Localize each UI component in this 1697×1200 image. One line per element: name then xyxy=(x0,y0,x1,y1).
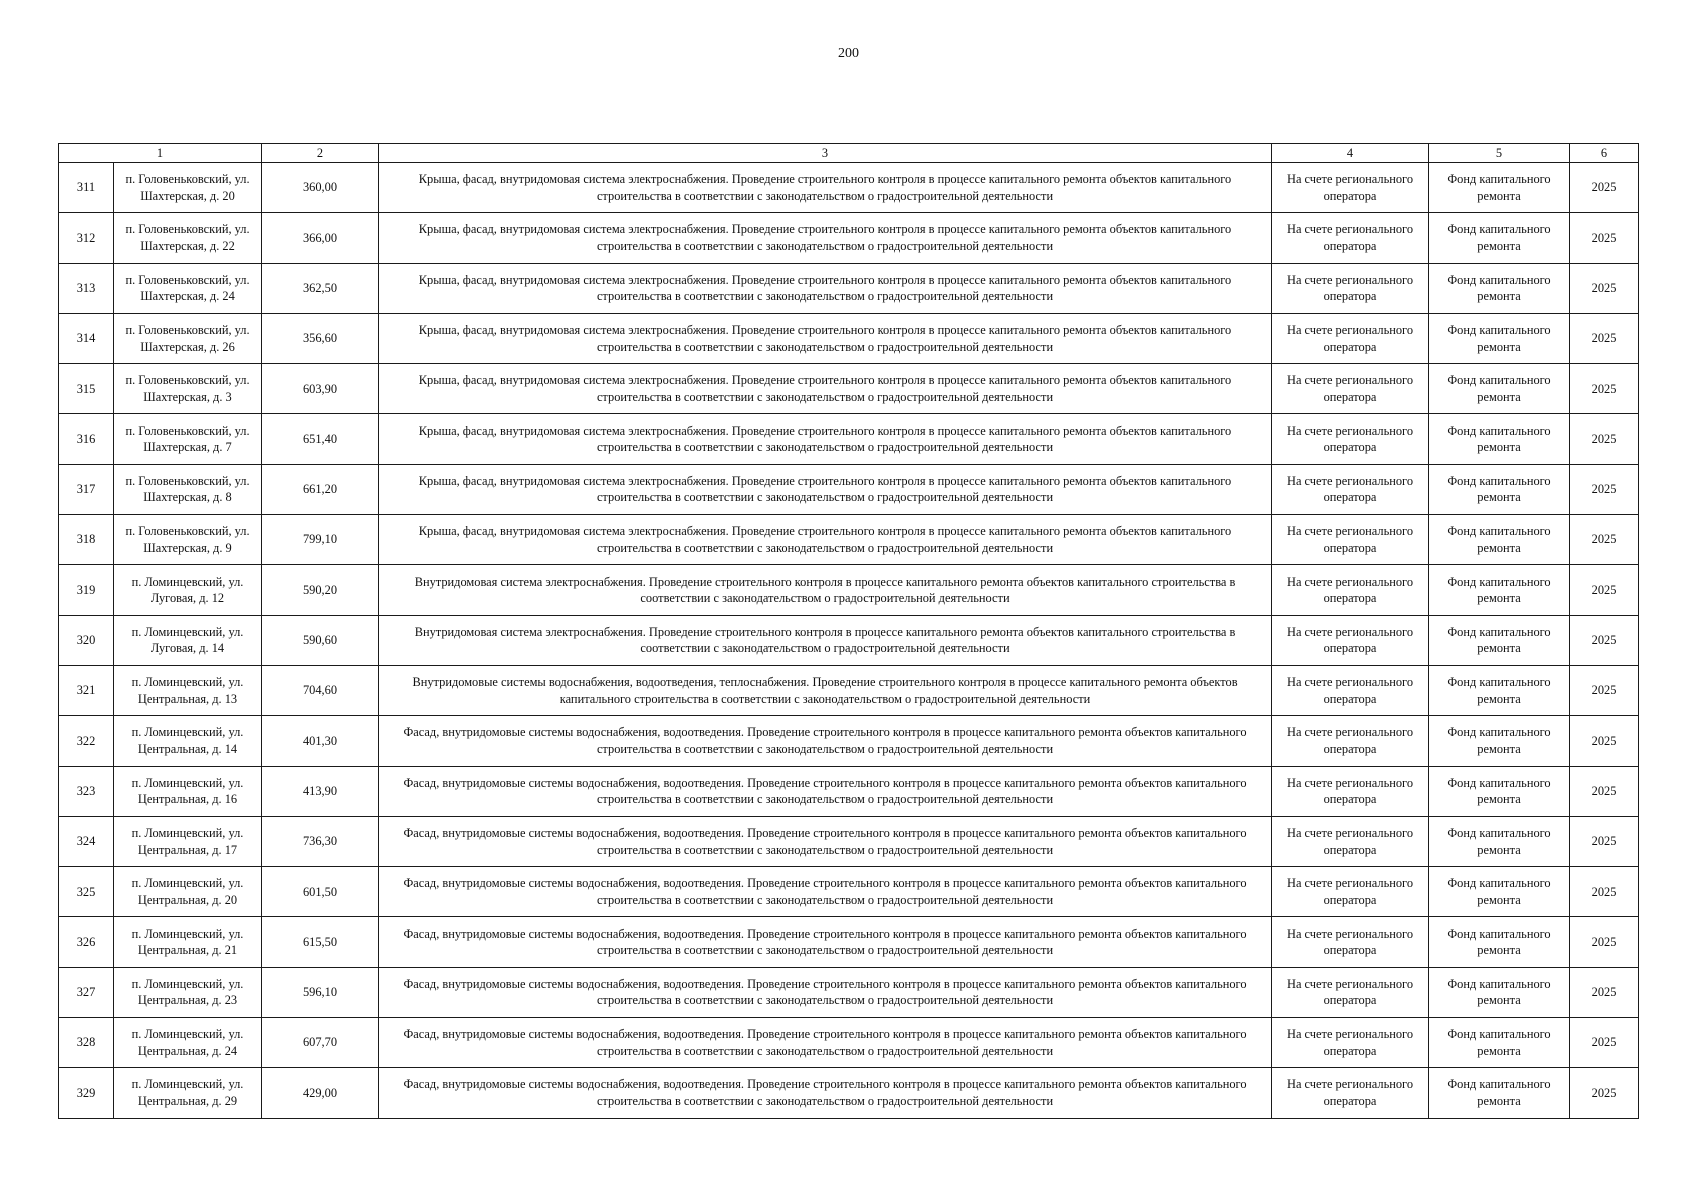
row-account: На счете регионального оператора xyxy=(1272,917,1429,967)
row-address: п. Ломинцевский, ул. Луговая, д. 14 xyxy=(114,615,262,665)
row-area: 704,60 xyxy=(262,665,379,715)
table-row xyxy=(59,1018,1639,1068)
row-number: 314 xyxy=(59,313,114,363)
row-area: 429,00 xyxy=(262,1068,379,1118)
row-source: Фонд капитального ремонта xyxy=(1429,515,1570,565)
table-row xyxy=(59,816,1639,866)
table-row xyxy=(59,867,1639,917)
row-works: Крыша, фасад, внутридомовая система электроснабжения. Проведение строительного контроля в процессе капитального ремонта объектов капитального строительства в соответствии с законодательством о градостроительной деятельности xyxy=(379,364,1272,414)
row-address: п. Головеньковский, ул. Шахтерская, д. 3 xyxy=(114,364,262,414)
table-row xyxy=(59,263,1639,313)
row-account: На счете регионального оператора xyxy=(1272,816,1429,866)
row-area: 615,50 xyxy=(262,917,379,967)
row-number: 328 xyxy=(59,1018,114,1068)
table-row xyxy=(59,716,1639,766)
row-account: На счете регионального оператора xyxy=(1272,464,1429,514)
row-year: 2025 xyxy=(1570,364,1639,414)
row-works: Фасад, внутридомовые системы водоснабжения, водоотведения. Проведение строительного контроля в процессе капитального ремонта объектов капитального строительства в соответствии с законодательством о градостроительной деятельности xyxy=(379,917,1272,967)
row-works: Крыша, фасад, внутридомовая система электроснабжения. Проведение строительного контроля в процессе капитального ремонта объектов капитального строительства в соответствии с законодательством о градостроительной деятельности xyxy=(379,163,1272,213)
row-source: Фонд капитального ремонта xyxy=(1429,163,1570,213)
row-year: 2025 xyxy=(1570,213,1639,263)
row-number: 325 xyxy=(59,867,114,917)
row-source: Фонд капитального ремонта xyxy=(1429,414,1570,464)
row-year: 2025 xyxy=(1570,313,1639,363)
row-year: 2025 xyxy=(1570,867,1639,917)
row-year: 2025 xyxy=(1570,615,1639,665)
row-source: Фонд капитального ремонта xyxy=(1429,263,1570,313)
row-address: п. Ломинцевский, ул. Центральная, д. 29 xyxy=(114,1068,262,1118)
row-account: На счете регионального оператора xyxy=(1272,313,1429,363)
row-number: 312 xyxy=(59,213,114,263)
row-account: На счете регионального оператора xyxy=(1272,1068,1429,1118)
table-row xyxy=(59,464,1639,514)
row-year: 2025 xyxy=(1570,766,1639,816)
row-account: На счете регионального оператора xyxy=(1272,967,1429,1017)
row-address: п. Ломинцевский, ул. Центральная, д. 20 xyxy=(114,867,262,917)
row-source: Фонд капитального ремонта xyxy=(1429,615,1570,665)
row-address: п. Ломинцевский, ул. Центральная, д. 14 xyxy=(114,716,262,766)
row-area: 603,90 xyxy=(262,364,379,414)
row-source: Фонд капитального ремонта xyxy=(1429,967,1570,1017)
column-number-row xyxy=(59,144,1639,163)
row-address: п. Головеньковский, ул. Шахтерская, д. 20 xyxy=(114,163,262,213)
row-works: Крыша, фасад, внутридомовая система электроснабжения. Проведение строительного контроля в процессе капитального ремонта объектов капитального строительства в соответствии с законодательством о градостроительной деятельности xyxy=(379,263,1272,313)
row-number: 317 xyxy=(59,464,114,514)
table-row xyxy=(59,565,1639,615)
row-number: 318 xyxy=(59,515,114,565)
row-address: п. Головеньковский, ул. Шахтерская, д. 7 xyxy=(114,414,262,464)
row-year: 2025 xyxy=(1570,263,1639,313)
capital-repair-table xyxy=(58,143,1639,1119)
row-area: 590,20 xyxy=(262,565,379,615)
row-number: 321 xyxy=(59,665,114,715)
row-area: 799,10 xyxy=(262,515,379,565)
row-account: На счете регионального оператора xyxy=(1272,213,1429,263)
row-year: 2025 xyxy=(1570,1068,1639,1118)
row-area: 661,20 xyxy=(262,464,379,514)
table-row xyxy=(59,213,1639,263)
row-account: На счете регионального оператора xyxy=(1272,263,1429,313)
row-account: На счете регионального оператора xyxy=(1272,414,1429,464)
row-source: Фонд капитального ремонта xyxy=(1429,716,1570,766)
table-row xyxy=(59,1068,1639,1118)
row-source: Фонд капитального ремонта xyxy=(1429,665,1570,715)
row-year: 2025 xyxy=(1570,816,1639,866)
row-area: 651,40 xyxy=(262,414,379,464)
row-address: п. Головеньковский, ул. Шахтерская, д. 8 xyxy=(114,464,262,514)
table-row xyxy=(59,163,1639,213)
row-account: На счете регионального оператора xyxy=(1272,665,1429,715)
row-address: п. Ломинцевский, ул. Центральная, д. 21 xyxy=(114,917,262,967)
row-works: Фасад, внутридомовые системы водоснабжения, водоотведения. Проведение строительного контроля в процессе капитального ремонта объектов капитального строительства в соответствии с законодательством о градостроительной деятельности xyxy=(379,1018,1272,1068)
row-address: п. Головеньковский, ул. Шахтерская, д. 9 xyxy=(114,515,262,565)
row-area: 596,10 xyxy=(262,967,379,1017)
table-row xyxy=(59,615,1639,665)
row-works: Крыша, фасад, внутридомовая система электроснабжения. Проведение строительного контроля в процессе капитального ремонта объектов капитального строительства в соответствии с законодательством о градостроительной деятельности xyxy=(379,464,1272,514)
row-number: 327 xyxy=(59,967,114,1017)
table-row xyxy=(59,515,1639,565)
table-row xyxy=(59,766,1639,816)
row-area: 590,60 xyxy=(262,615,379,665)
table-row xyxy=(59,917,1639,967)
row-works: Внутридомовая система электроснабжения. Проведение строительного контроля в процессе капитального ремонта объектов капитального строительства в соответствии с законодательством о градостроительной деятельности xyxy=(379,615,1272,665)
table-row xyxy=(59,967,1639,1017)
row-number: 329 xyxy=(59,1068,114,1118)
row-works: Фасад, внутридомовые системы водоснабжения, водоотведения. Проведение строительного контроля в процессе капитального ремонта объектов капитального строительства в соответствии с законодательством о градостроительной деятельности xyxy=(379,816,1272,866)
row-number: 323 xyxy=(59,766,114,816)
row-year: 2025 xyxy=(1570,1018,1639,1068)
row-area: 362,50 xyxy=(262,263,379,313)
row-works: Фасад, внутридомовые системы водоснабжения, водоотведения. Проведение строительного контроля в процессе капитального ремонта объектов капитального строительства в соответствии с законодательством о градостроительной деятельности xyxy=(379,967,1272,1017)
row-year: 2025 xyxy=(1570,565,1639,615)
table-header xyxy=(59,144,1639,163)
row-account: На счете регионального оператора xyxy=(1272,1018,1429,1068)
row-address: п. Головеньковский, ул. Шахтерская, д. 26 xyxy=(114,313,262,363)
row-address: п. Ломинцевский, ул. Центральная, д. 24 xyxy=(114,1018,262,1068)
row-year: 2025 xyxy=(1570,515,1639,565)
row-number: 313 xyxy=(59,263,114,313)
row-area: 607,70 xyxy=(262,1018,379,1068)
column-header-1: 1 xyxy=(59,144,262,163)
row-number: 316 xyxy=(59,414,114,464)
row-year: 2025 xyxy=(1570,665,1639,715)
row-works: Крыша, фасад, внутридомовая система электроснабжения. Проведение строительного контроля в процессе капитального ремонта объектов капитального строительства в соответствии с законодательством о градостроительной деятельности xyxy=(379,515,1272,565)
row-works: Крыша, фасад, внутридомовая система электроснабжения. Проведение строительного контроля в процессе капитального ремонта объектов капитального строительства в соответствии с законодательством о градостроительной деятельности xyxy=(379,414,1272,464)
row-source: Фонд капитального ремонта xyxy=(1429,867,1570,917)
row-area: 366,00 xyxy=(262,213,379,263)
row-address: п. Ломинцевский, ул. Центральная, д. 17 xyxy=(114,816,262,866)
row-works: Внутридомовая система электроснабжения. Проведение строительного контроля в процессе капитального ремонта объектов капитального строительства в соответствии с законодательством о градостроительной деятельности xyxy=(379,565,1272,615)
table-body xyxy=(59,163,1639,1119)
column-header-2: 2 xyxy=(262,144,379,163)
row-number: 311 xyxy=(59,163,114,213)
row-works: Фасад, внутридомовые системы водоснабжения, водоотведения. Проведение строительного контроля в процессе капитального ремонта объектов капитального строительства в соответствии с законодательством о градостроительной деятельности xyxy=(379,867,1272,917)
row-area: 736,30 xyxy=(262,816,379,866)
row-source: Фонд капитального ремонта xyxy=(1429,816,1570,866)
row-year: 2025 xyxy=(1570,716,1639,766)
row-address: п. Ломинцевский, ул. Центральная, д. 13 xyxy=(114,665,262,715)
row-number: 326 xyxy=(59,917,114,967)
table-row xyxy=(59,665,1639,715)
row-works: Фасад, внутридомовые системы водоснабжения, водоотведения. Проведение строительного контроля в процессе капитального ремонта объектов капитального строительства в соответствии с законодательством о градостроительной деятельности xyxy=(379,716,1272,766)
row-source: Фонд капитального ремонта xyxy=(1429,464,1570,514)
column-header-5: 5 xyxy=(1429,144,1570,163)
column-header-3: 3 xyxy=(379,144,1272,163)
page-number: 200 xyxy=(838,46,859,61)
row-source: Фонд капитального ремонта xyxy=(1429,917,1570,967)
row-account: На счете регионального оператора xyxy=(1272,766,1429,816)
row-account: На счете регионального оператора xyxy=(1272,716,1429,766)
row-number: 320 xyxy=(59,615,114,665)
row-works: Внутридомовые системы водоснабжения, водоотведения, теплоснабжения. Проведение строительного контроля в процессе капитального ремонта объектов капитального строительства в соответствии с законодательством о градостроительной деятельности xyxy=(379,665,1272,715)
row-source: Фонд капитального ремонта xyxy=(1429,213,1570,263)
table-row xyxy=(59,364,1639,414)
row-number: 322 xyxy=(59,716,114,766)
row-address: п. Ломинцевский, ул. Центральная, д. 23 xyxy=(114,967,262,1017)
row-number: 315 xyxy=(59,364,114,414)
row-works: Крыша, фасад, внутридомовая система электроснабжения. Проведение строительного контроля в процессе капитального ремонта объектов капитального строительства в соответствии с законодательством о градостроительной деятельности xyxy=(379,313,1272,363)
row-works: Фасад, внутридомовые системы водоснабжения, водоотведения. Проведение строительного контроля в процессе капитального ремонта объектов капитального строительства в соответствии с законодательством о градостроительной деятельности xyxy=(379,766,1272,816)
row-number: 319 xyxy=(59,565,114,615)
row-account: На счете регионального оператора xyxy=(1272,163,1429,213)
row-year: 2025 xyxy=(1570,163,1639,213)
row-works: Крыша, фасад, внутридомовая система электроснабжения. Проведение строительного контроля в процессе капитального ремонта объектов капитального строительства в соответствии с законодательством о градостроительной деятельности xyxy=(379,213,1272,263)
row-number: 324 xyxy=(59,816,114,866)
row-account: На счете регионального оператора xyxy=(1272,867,1429,917)
row-account: На счете регионального оператора xyxy=(1272,615,1429,665)
row-area: 356,60 xyxy=(262,313,379,363)
column-header-6: 6 xyxy=(1570,144,1639,163)
row-source: Фонд капитального ремонта xyxy=(1429,565,1570,615)
row-account: На счете регионального оператора xyxy=(1272,565,1429,615)
row-source: Фонд капитального ремонта xyxy=(1429,313,1570,363)
column-header-4: 4 xyxy=(1272,144,1429,163)
row-year: 2025 xyxy=(1570,967,1639,1017)
row-year: 2025 xyxy=(1570,414,1639,464)
row-area: 413,90 xyxy=(262,766,379,816)
row-address: п. Ломинцевский, ул. Центральная, д. 16 xyxy=(114,766,262,816)
table-row xyxy=(59,414,1639,464)
row-works: Фасад, внутридомовые системы водоснабжения, водоотведения. Проведение строительного контроля в процессе капитального ремонта объектов капитального строительства в соответствии с законодательством о градостроительной деятельности xyxy=(379,1068,1272,1118)
row-account: На счете регионального оператора xyxy=(1272,364,1429,414)
row-year: 2025 xyxy=(1570,917,1639,967)
row-source: Фонд капитального ремонта xyxy=(1429,1018,1570,1068)
row-address: п. Головеньковский, ул. Шахтерская, д. 22 xyxy=(114,213,262,263)
row-source: Фонд капитального ремонта xyxy=(1429,1068,1570,1118)
row-area: 601,50 xyxy=(262,867,379,917)
row-account: На счете регионального оператора xyxy=(1272,515,1429,565)
row-address: п. Ломинцевский, ул. Луговая, д. 12 xyxy=(114,565,262,615)
row-area: 360,00 xyxy=(262,163,379,213)
row-source: Фонд капитального ремонта xyxy=(1429,766,1570,816)
row-source: Фонд капитального ремонта xyxy=(1429,364,1570,414)
row-area: 401,30 xyxy=(262,716,379,766)
table-row xyxy=(59,313,1639,363)
row-address: п. Головеньковский, ул. Шахтерская, д. 24 xyxy=(114,263,262,313)
row-year: 2025 xyxy=(1570,464,1639,514)
